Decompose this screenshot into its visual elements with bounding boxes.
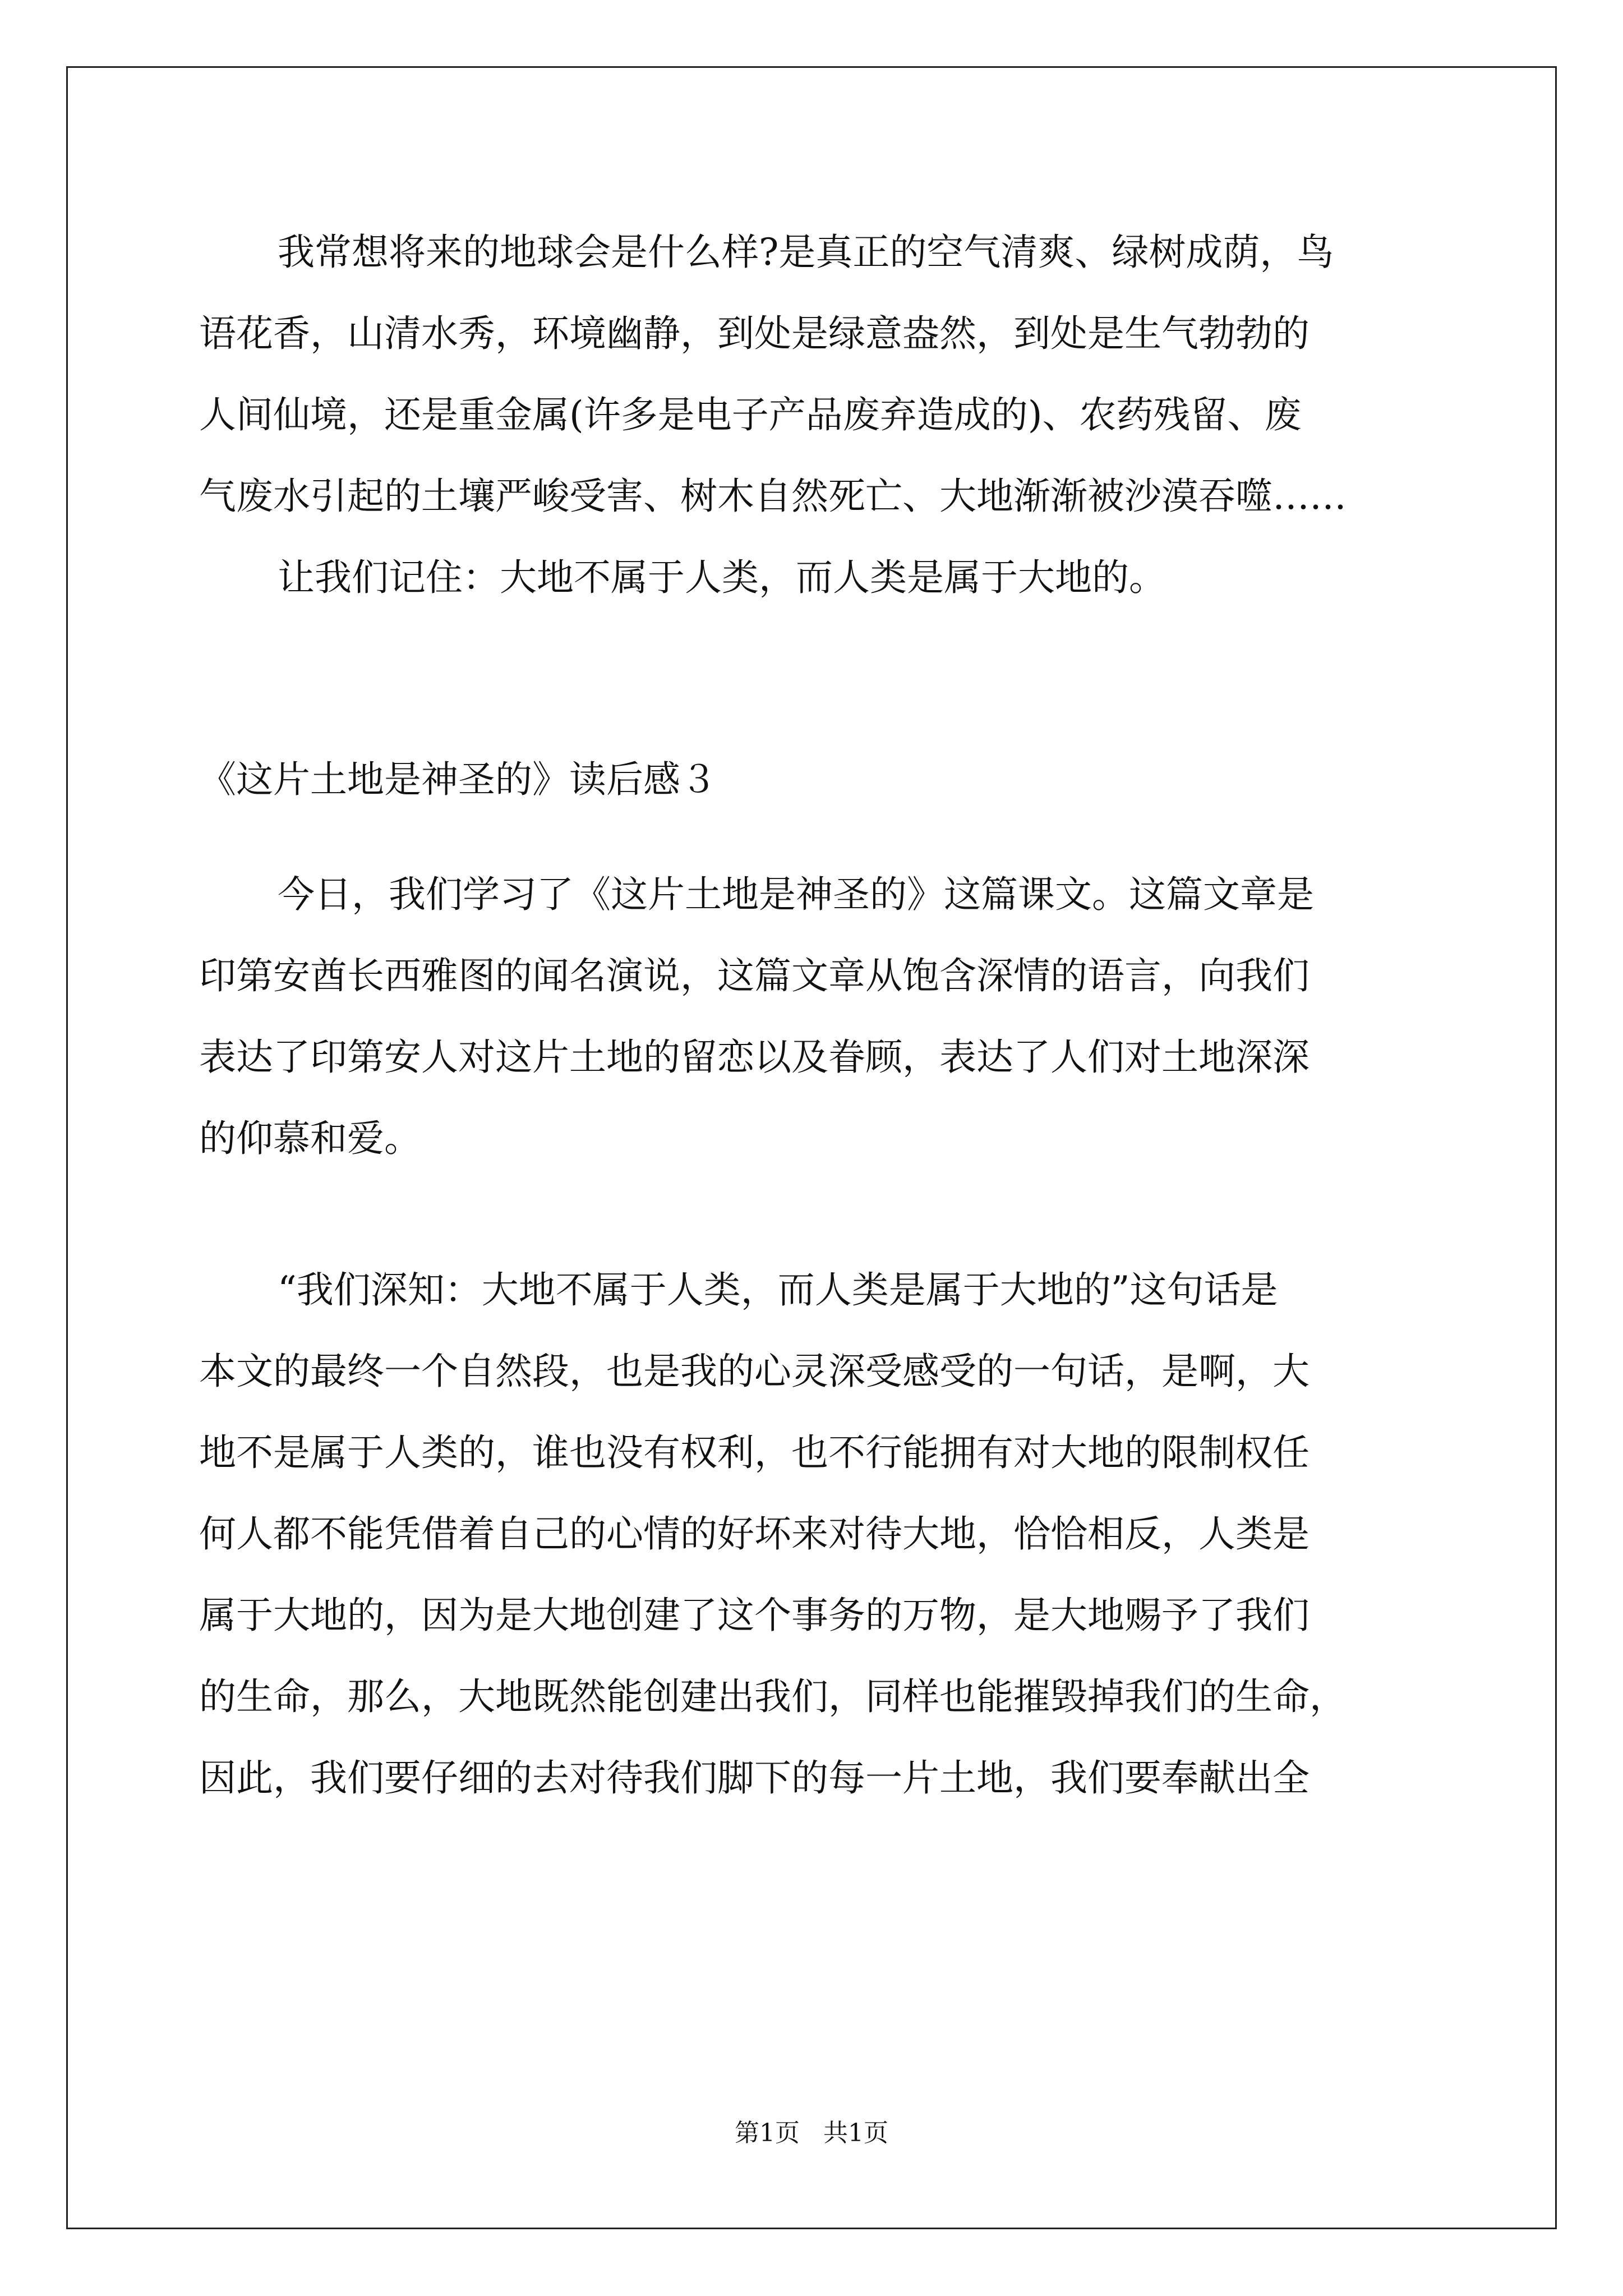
paragraph-3-line-3: 表达了印第安人对这片土地的留恋以及眷顾，表达了人们对土地深深 bbox=[199, 1036, 1310, 1079]
paragraph-4-line-2: 本文的最终一个自然段，也是我的心灵深受感受的一句话，是啊，大 bbox=[199, 1350, 1310, 1393]
paragraph-4-line-5: 属于大地的，因为是大地创建了这个事务的万物，是大地赐予了我们 bbox=[199, 1594, 1310, 1637]
paragraph-1-line-2: 语花香，山清水秀，环境幽静，到处是绿意盎然，到处是生气勃勃的 bbox=[199, 312, 1310, 355]
paragraph-2-line-1: 让我们记住：大地不属于人类，而人类是属于大地的。 bbox=[278, 556, 1166, 599]
section-heading: 《这片土地是神圣的》读后感３ bbox=[199, 758, 717, 801]
paragraph-4-line-7: 因此，我们要仔细的去对待我们脚下的每一片土地，我们要奉献出全 bbox=[199, 1756, 1310, 1800]
paragraph-3-line-1: 今日，我们学习了《这片土地是神圣的》这篇课文。这篇文章是 bbox=[278, 873, 1314, 916]
paragraph-4-line-4: 何人都不能凭借着自己的心情的好坏来对待大地，恰恰相反，人类是 bbox=[199, 1512, 1310, 1556]
paragraph-1-line-1: 我常想将来的地球会是什么样?是真正的空气清爽、绿树成荫，鸟 bbox=[278, 231, 1334, 274]
paragraph-3-line-2: 印第安酋长西雅图的闻名演说，这篇文章从饱含深情的语言，向我们 bbox=[199, 954, 1310, 997]
paragraph-3-line-4: 的仰慕和爱。 bbox=[199, 1117, 421, 1160]
paragraph-1-line-3: 人间仙境，还是重金属(许多是电子产品废弃造成的)、农药残留、废 bbox=[199, 393, 1302, 436]
paragraph-4-line-3: 地不是属于人类的，谁也没有权利，也不行能拥有对大地的限制权任 bbox=[199, 1431, 1310, 1474]
page-footer: 第1页 共1页 bbox=[735, 2119, 888, 2147]
paragraph-4-line-1: “我们深知：大地不属于人类，而人类是属于大地的”这句话是 bbox=[278, 1268, 1278, 1312]
paragraph-1-line-4: 气废水引起的土壤严峻受害、树木自然死亡、大地渐渐被沙漠吞噬…… bbox=[199, 475, 1347, 518]
paragraph-4-line-6: 的生命，那么，大地既然能创建出我们，同样也能摧毁掉我们的生命， bbox=[199, 1675, 1347, 1718]
